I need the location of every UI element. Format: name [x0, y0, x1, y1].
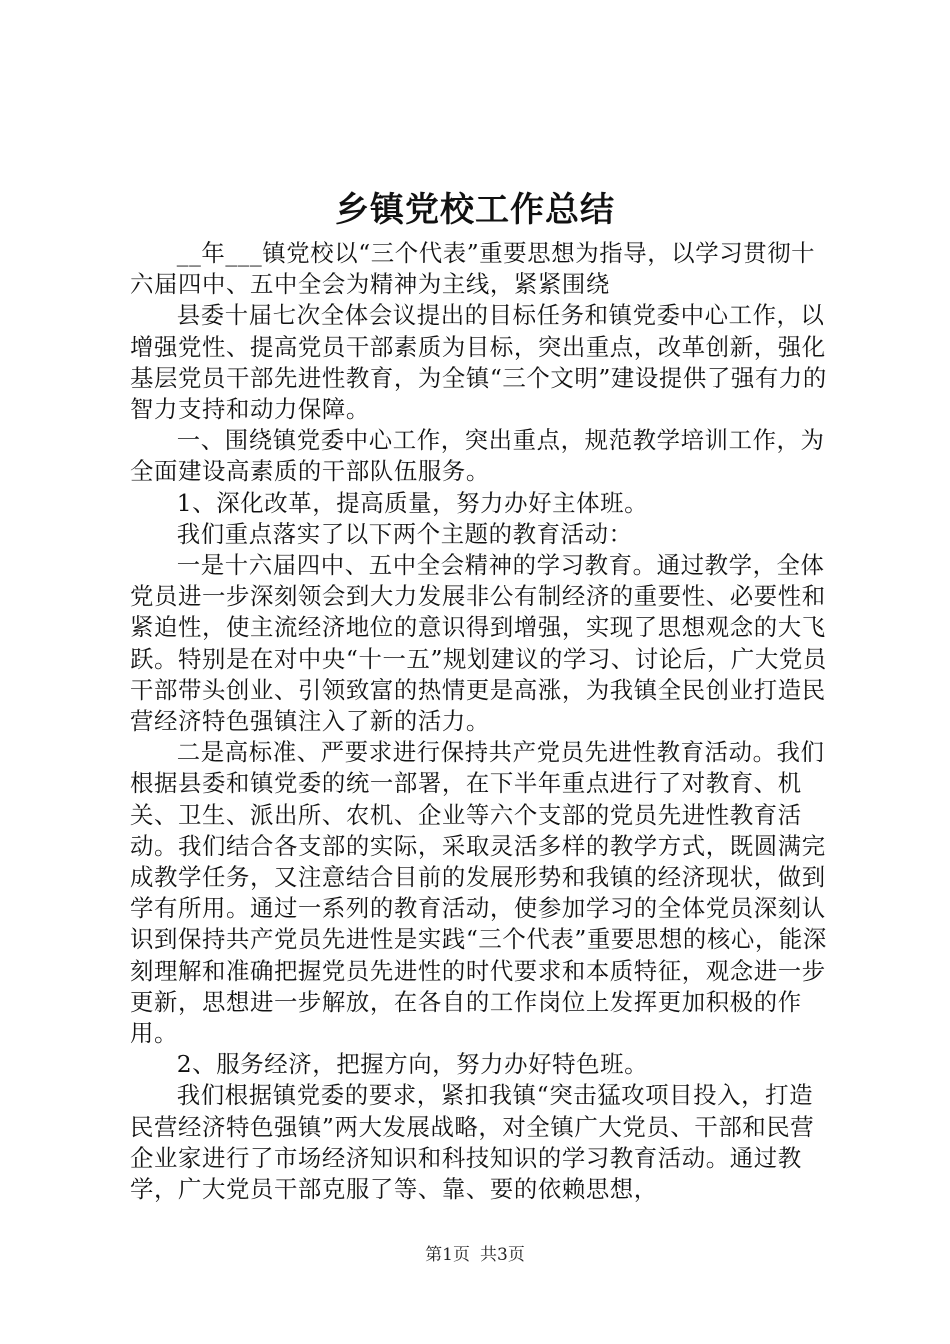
- page-number: 第1页: [425, 1245, 470, 1265]
- page-footer: [0, 1244, 950, 1266]
- page-total: 共3页: [480, 1245, 525, 1265]
- paragraph: __年___镇党校以“三个代表”重要思想为指导，以学习贯彻十六届四中、五中全会为精神为主线，紧紧围绕: [130, 239, 816, 299]
- subsection-heading: 1、深化改革，提高质量，努力办好主体班。: [176, 488, 649, 517]
- section-heading: 一、围绕镇党委中心工作，突出重点，规范教学培训工作，为全面建设高素质的干部队伍服务。: [130, 426, 825, 486]
- document-body: [130, 238, 830, 1205]
- subsection-heading: 2、服务经济，把握方向，努力办好特色班。: [176, 1050, 649, 1079]
- paragraph: 我们根据镇党委的要求，紧扣我镇“突击猛攻项目投入，打造民营经济特色强镇”两大发展战略，对全镇广大党员、干部和民营企业家进行了市场经济知识和科技知识的学习教育活动。通过教学，广大党员干部克服了等、靠、要的依赖思想，: [130, 1081, 815, 1204]
- paragraph: 县委十届七次全体会议提出的目标任务和镇党委中心工作，以增强党性、提高党员干部素质为目标，突出重点，改革创新，强化基层党员干部先进性教育，为全镇“三个文明”建设提供了强有力的智力支持和动力保障。: [130, 301, 827, 424]
- paragraph: 二是高标准、严要求进行保持共产党员先进性教育活动。我们根据县委和镇党委的统一部署，在下半年重点进行了对教育、机关、卫生、派出所、农机、企业等六个支部的党员先进性教育活动。我们结合各支部的实际，采取灵活多样的教学方式，既圆满完成教学任务，又注意结合目前的发展形势和我镇的经济现状，做到学有所用。通过一系列的教育活动，使参加学习的全体党员深刻认识到保持共产党员先进性是实践“三个代表”重要思想的核心，能深刻理解和准确把握党员先进性的时代要求和本质特征，观念进一步更新，思想进一步解放，在各自的工作岗位上发挥更加积极的作用。: [130, 738, 827, 1048]
- document-title: 乡镇党校工作总结: [335, 190, 615, 230]
- paragraph: 我们重点落实了以下两个主题的教育活动：: [176, 519, 633, 548]
- paragraph: 一是十六届四中、五中全会精神的学习教育。通过教学，全体党员进一步深刻领会到大力发展非公有制经济的重要性、必要性和紧迫性，使主流经济地位的意识得到增强，实现了思想观念的大飞跃。特别是在对中央“十一五”规划建议的学习、讨论后，广大党员干部带头创业、引领致富的热情更是高涨，为我镇全民创业打造民营经济特色强镇注入了新的活力。: [130, 551, 827, 736]
